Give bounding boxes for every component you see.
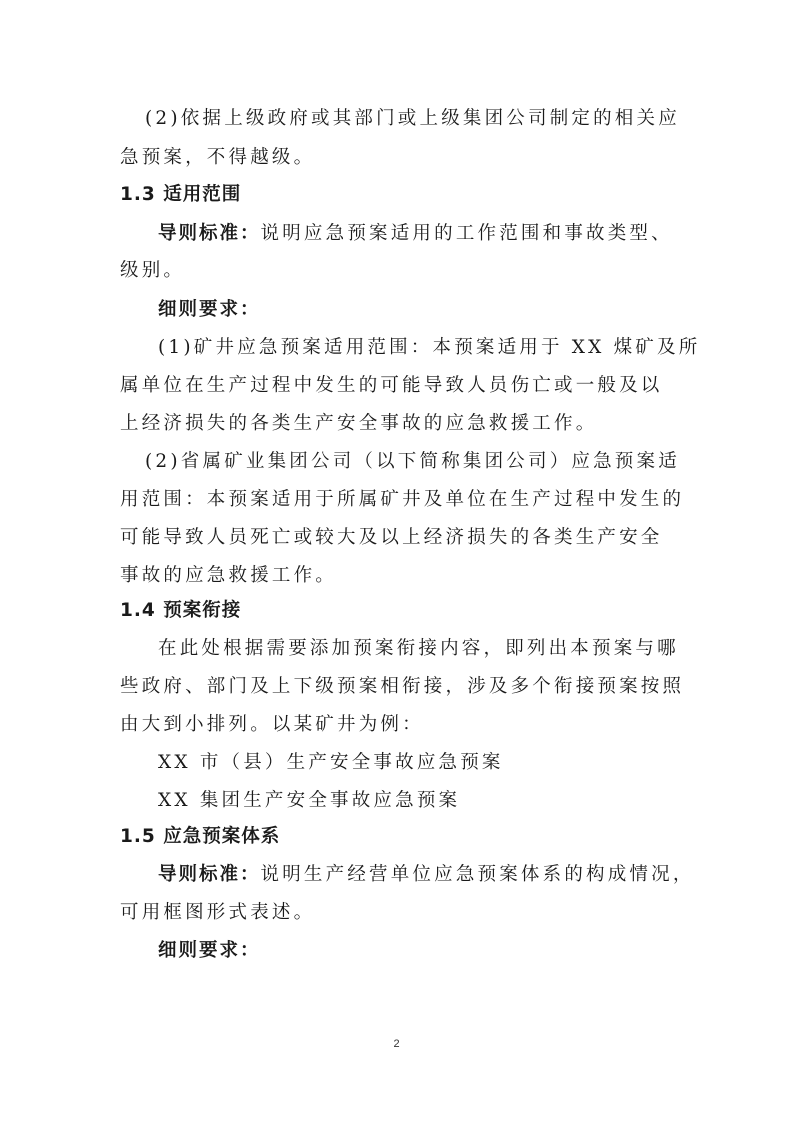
bold-label: 导则标准： bbox=[158, 223, 261, 244]
list-item: XX 市（县）生产安全事故应急预案 bbox=[158, 752, 504, 773]
subheading: 细则要求： bbox=[158, 940, 261, 961]
paragraph-line: (2)省属矿业集团公司（以下简称集团公司）应急预案适 bbox=[145, 451, 680, 472]
paragraph-line: 可用框图形式表述。 bbox=[120, 902, 316, 923]
paragraph-line: 由大到小排列。以某矿井为例： bbox=[120, 714, 424, 735]
paragraph-line: 导则标准：说明应急预案适用的工作范围和事故类型、 bbox=[158, 223, 673, 244]
paragraph-line: 上经济损失的各类生产安全事故的应急救援工作。 bbox=[120, 413, 598, 434]
bold-label: 导则标准： bbox=[158, 864, 261, 885]
paragraph-line: 急预案，不得越级。 bbox=[120, 147, 316, 168]
paragraph-line: 级别。 bbox=[120, 260, 186, 281]
section-heading-1-3: 1.3 适用范围 bbox=[120, 184, 242, 205]
paragraph-line: 用范围：本预案适用于所属矿井及单位在生产过程中发生的 bbox=[120, 489, 685, 510]
paragraph-line: 些政府、部门及上下级预案相衔接，涉及多个衔接预案按照 bbox=[120, 676, 685, 697]
paragraph-line: 属单位在生产过程中发生的可能导致人员伤亡或一般及以 bbox=[120, 375, 663, 396]
paragraph-line: 事故的应急救援工作。 bbox=[120, 565, 338, 586]
paragraph-line: 在此处根据需要添加预案衔接内容，即列出本预案与哪 bbox=[158, 638, 679, 659]
section-heading-1-4: 1.4 预案衔接 bbox=[120, 600, 242, 621]
page-number: 2 bbox=[393, 1038, 400, 1050]
paragraph-line: (2)依据上级政府或其部门或上级集团公司制定的相关应 bbox=[145, 108, 680, 129]
list-item: XX 集团生产安全事故应急预案 bbox=[158, 790, 461, 811]
section-heading-1-5: 1.5 应急预案体系 bbox=[120, 826, 281, 847]
subheading: 细则要求： bbox=[158, 299, 261, 320]
paragraph-line: 导则标准：说明生产经营单位应急预案体系的构成情况， bbox=[158, 864, 695, 885]
paragraph-line: 可能导致人员死亡或较大及以上经济损失的各类生产安全 bbox=[120, 527, 663, 548]
paragraph-line: (1)矿井应急预案适用范围：本预案适用于 XX 煤矿及所 bbox=[158, 337, 701, 358]
